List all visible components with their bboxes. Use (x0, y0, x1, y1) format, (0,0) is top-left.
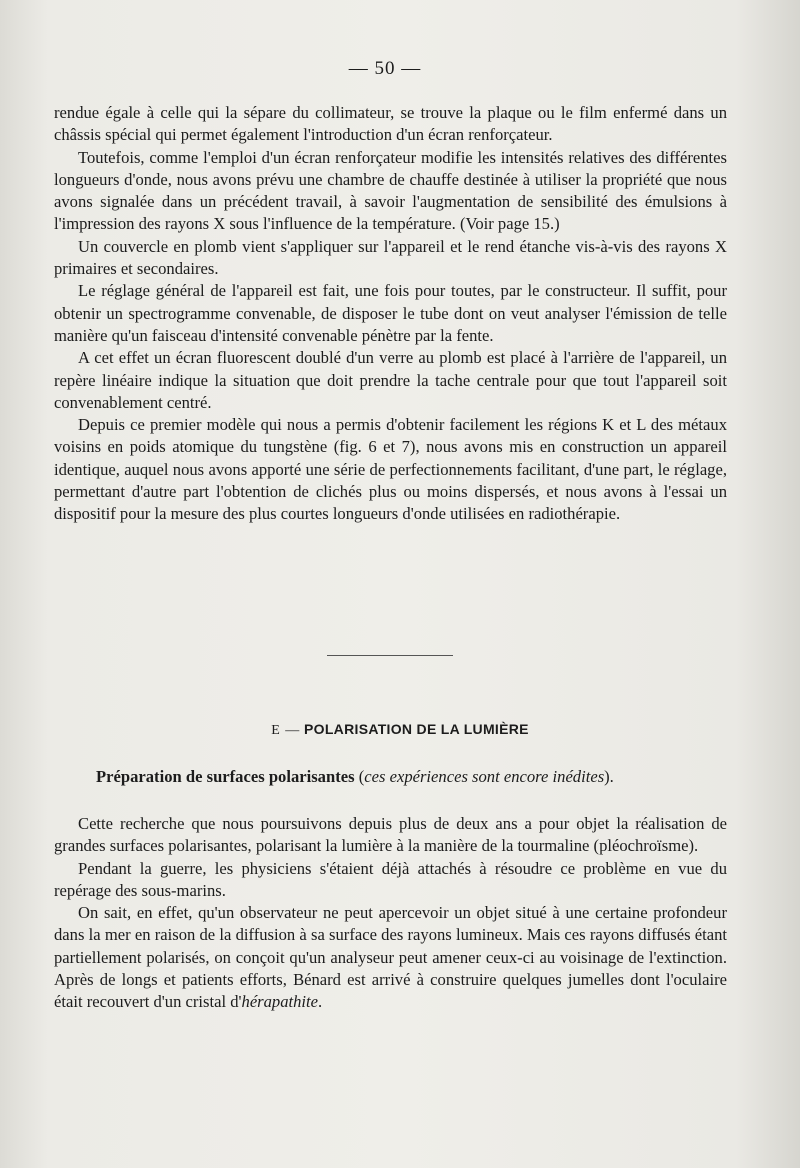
herapathite-term: hérapathite (241, 992, 319, 1012)
subheading-open-paren: ( (358, 767, 365, 786)
paragraph-adjustment: Le réglage général de l'appareil est fait, une fois pour toutes, par le constructeur. Il suffit, pour obtenir un spectrogramme convenable, de disposer le tube dont on veut analyser l'émission de telle manière qu'un faisceau d'intensité convenable pénètre par la fente. (54, 281, 727, 345)
paragraph-research: Cette recherche que nous poursuivons depuis plus de deux ans a pour objet la réalisation de grandes surfaces polarisantes, polarisant la lumière à la manière de la tourmaline (pléochroïsme). (54, 814, 727, 856)
paragraph-new-apparatus: Depuis ce premier modèle qui nous a permis d'obtenir facilement les régions K et L des métaux voisins en poids atomique du tungstène (fig. 6 et 7), nous avons mis en construction un appareil identique, auquel nous avons apporté une série de perfectionnements facilitant, d'une part, le réglage, permettant d'autre part l'obtention de clichés plus ou moins dispersés, et nous avons à l'essai un dispositif pour la mesure des plus courtes longueurs d'onde utilisées en radiothérapie. (54, 415, 727, 524)
paragraph-heating-chamber: Toutefois, comme l'emploi d'un écran renforçateur modifie les intensités relatives des différentes longueurs d'onde, nous avons prévu une chambre de chauffe destinée à utiliser la propriété que nous avons signalée dans un précédent travail, à savoir l'augmentation de sensibilité des émulsions à l'impression des rayons X sous l'influence de la température. (Voir page 15.) (54, 147, 727, 234)
paragraph-war: Pendant la guerre, les physiciens s'étaient déjà attachés à résoudre ce problème en vue du repérage des sous-marins. (54, 858, 727, 900)
section-heading (0, 721, 800, 739)
subheading-close-paren: ). (604, 767, 614, 786)
paragraph-continued: rendue égale à celle qui la sépare du collimateur, se trouve la plaque ou le film enfermé dans un châssis spécial qui permet également l'introduction d'un écran renforçateur. (54, 103, 727, 145)
subheading (96, 767, 736, 787)
section-title: POLARISATION DE LA LUMIÈRE (304, 721, 529, 737)
section-letter: E — (271, 723, 301, 738)
paragraph-observer-end: . (318, 992, 323, 1012)
body-text-top (54, 102, 727, 526)
paragraph-observer (54, 902, 727, 1013)
paragraph-observer-text: On sait, en effet, qu'un observateur ne peut apercevoir un objet situé à une certaine profondeur dans la mer en raison de la diffusion à sa surface des rayons lumineux. Mais ces rayons diffusés étant partiellement polarisés, on conçoit qu'un analyseur peut amener ceux-ci au voisinage de l'extinction. Après de longs et patients efforts, Bénard est arrivé à construire quelques jumelles dont l'oculaire était recouvert d'un cristal d' (54, 903, 727, 1012)
body-text-bottom (54, 813, 727, 1014)
page-number: — 50 — (348, 58, 422, 79)
subheading-title: Préparation de surfaces polarisantes (96, 767, 355, 786)
subheading-note: ces expériences sont encore inédites (364, 767, 605, 786)
paragraph-lead-cover: Un couvercle en plomb vient s'appliquer sur l'appareil et le rend étanche vis-à-vis des rayons X primaires et secondaires. (54, 236, 727, 279)
paragraph-fluorescent-screen: A cet effet un écran fluorescent doublé d'un verre au plomb est placé à l'arrière de l'appareil, un repère linéaire indique la situation que doit prendre la tache centrale pour que tout l'appareil soit convenablement centré. (54, 348, 727, 412)
section-separator (327, 655, 453, 656)
